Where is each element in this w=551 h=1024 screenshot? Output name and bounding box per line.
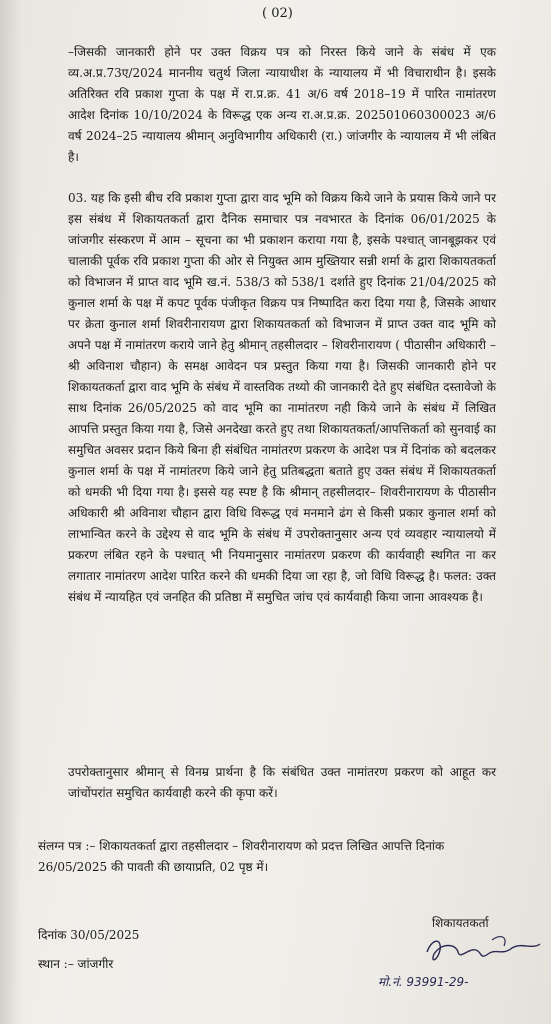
page-shadow <box>0 0 22 1024</box>
signature-mobile: मो.नं. 93991-29- <box>378 975 469 989</box>
handwritten-signature <box>372 930 547 1010</box>
complainant-label: शिकायतकर्ता <box>432 916 489 930</box>
date-line: दिनांक 30/05/2025 <box>38 928 140 942</box>
paragraph-3: उपरोक्तानुसार श्रीमान् से विनम्र प्रार्थना है कि संबंधित उक्त नामांतरण प्रकरण को आहूत कर जांचोंपरांत समुचित कार्यवाही करने की कृपा करें। <box>68 765 496 800</box>
paragraph-1: –जिसकी जानकारी होने पर उक्त विक्रय पत्र को निरस्त किये जाने के संबंध में एक व्य.अ.प्र.73ए/2024 माननीय चतुर्थ जिला न्यायाधीश के न्यायालय में भी विचाराधीन है। इसके अतिरिक्त रवि प्रकाश गुप्ता के पक्ष में रा.प्र.क्र. 41 अ/6 वर्ष 2018–19 में पारित नामांतरण आदेश दिनांक 10/10/2024 के विरूद्ध एक अन्य रा.अ.प्र.क्र. 202501060300023 अ/6 वर्ष 2024–25 न्यायालय श्रीमान् अनुविभागीय अधिकारी (रा.) जांजगीर के न्यायालय में भी लंबित है। <box>68 45 496 164</box>
page-number: ( 02) <box>262 6 293 21</box>
paragraph-2: 03. यह कि इसी बीच रवि प्रकाश गुप्ता द्वारा वाद भूमि को विक्रय किये जाने के प्रयास किये जाने पर इस संबंध में शिकायतकर्ता द्वारा दैनिक समाचार पत्र नवभारत के दिनांक 06/01/2025 के जांजगीर संस्करण में आम – सूचना का भी प्रकाशन कराया गया है, इसके पश्चात् जानबूझकर एवं चालाकी पूर्वक रवि प्रकाश गुप्ता की ओर से नियुक्त आम मुख्तियार सन्नी शर्मा के द्वारा शिकायतकर्ता को विभाजन में प्राप्त वाद भूमि ख.नं. 538/3 को 538/1 दर्शाते हुए दिनांक 21/04/2025 को कुनाल शर्मा के पक्ष में कपट पूर्वक पंजीकृत विक्रय पत्र निष्पादित करा दिया गया है, जिसके आधार पर क्रेता कुनाल शर्मा शिवरीनारायण द्वारा शिकायतकर्ता को विभाजन में प्राप्त उक्त वाद भूमि को अपने पक्ष में नामांतरण कराये जाने हेतु श्रीमान् तहसीलदार – शिवरीनारायण ( पीठासीन अधिकारी – श्री अविनाश चौहान) के समक्ष आवेदन पत्र प्रस्तुत किया गया है। जिसकी जानकारी होने पर शिकायतकर्ता द्वारा वाद भूमि के संबंध में वास्तविक तथ्यो की जानकारी देते हुए संबंधित दस्तावेजो के साथ दिनांक 26/05/2025 को वाद भूमि का नामांतरण नही किये जाने के संबंध में लिखित आपत्ति प्रस्तुत किया गया है, जिसे अनदेखा करते हुए तथा शिकायतकर्ता/आपत्तिकर्ता को सुनवाई का समुचित अवसर प्रदान किये बिना ही संबंधित नामांतरण प्रकरण के आदेश पत्र में दिनांक को बदलकर कुनाल शर्मा के पक्ष में नामांतरण किये जाने हेतु प्रतिबद्धता बताते हुए उक्त संबंध में शिकायतकर्ता को धमकी भी दिया गया है। इससे यह स्पष्ट है कि श्रीमान् तहसीलदार– शिवरीनारायण के पीठासीन अधिकारी श्री अविनाश चौहान द्वारा विधि विरूद्ध एवं मनमाने ढंग से किसी प्रकार कुनाल शर्मा को लाभान्वित करने के उद्देश्य से वाद भूमि के संबंध में उपरोक्तानुसार अन्य एवं व्यवहार न्यायालयो में प्रकरण लंबित रहने के पश्चात् भी नियमानुसार नामांतरण प्रकरण की कार्यवाही स्थगित ना कर लगातार नामांतरण आदेश पारित करने की धमकी दिया जा रहा है, जो विधि विरूद्ध है। फलत: उक्त संबंध में न्यायहित एवं जनहित की प्रतिष्ठा में समुचित जांच एवं कार्यवाही किया जाना आवश्यक है। <box>68 191 496 604</box>
attachment-note: संलग्न पत्र :– शिकायतकर्ता द्वारा तहसीलदार – शिवरीनारायण को प्रदत्त लिखित आपत्ति दिनांक 26/05/2025 की पावती की छायाप्रति, 02 पृष्ठ में। <box>38 839 445 874</box>
place-line: स्थान :– जांजगीर <box>38 957 114 971</box>
